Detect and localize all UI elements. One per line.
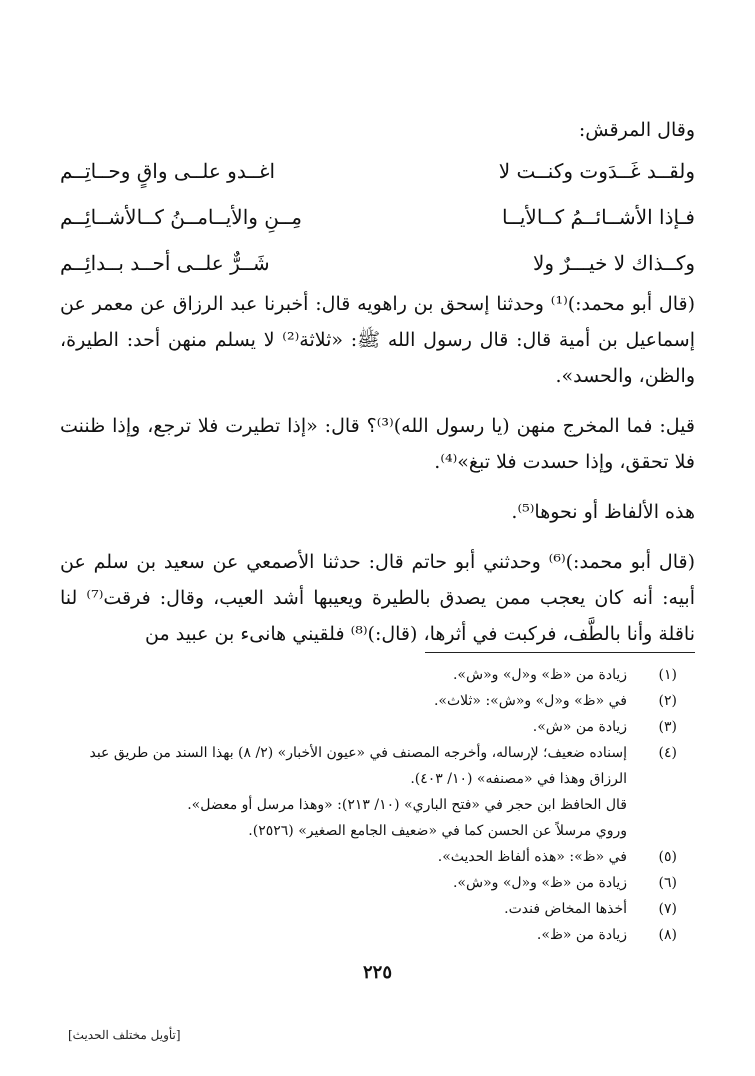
main-text <box>60 112 695 652</box>
footnote-item <box>55 922 677 948</box>
verse-line <box>60 240 695 286</box>
footnote-text: في «ظ» و«ل» و«ش»: «ثلاث». <box>433 693 627 709</box>
verse-first-hemistich: فـإذا الأشــائــمُ كــالأيــا <box>502 205 695 229</box>
footnote-text: في «ظ»: «هذه ألفاظ الحديث». <box>437 849 627 865</box>
footnote-number: (٣) <box>658 719 677 735</box>
paragraph-asmai: (قال أبو محمد:)⁽⁶⁾ وحدثني أبو حاتم قال: حدثنا الأصمعي عن سعيد بن سلم عن أبيه: أنه كان يعجب ممن يصدق بالطيرة ويعيبها أشد العيب، وقال: فرقت⁽⁷⁾ لنا ناقلة وأنا بالطَّف، فركبت في أثرها، (قال:)⁽⁸⁾ فلقيني هانىء بن عبيد من <box>60 551 695 645</box>
footnote-item <box>55 844 677 870</box>
footnote-item <box>55 662 677 688</box>
verse-second-hemistich: مِــنِ والأيــامــنُ كــالأشــائِــم <box>60 205 302 229</box>
running-footer: [تأويل مختلف الحديث] <box>68 1028 181 1042</box>
verse-first-hemistich: وكــذاك لا خيـــرٌ ولا <box>533 251 695 275</box>
footnote-continuation: وروي مرسلاً عن الحسن كما في «ضعيف الجامع الصغير» (٢٥٢٦). <box>248 823 627 839</box>
footnote-number: (٤) <box>658 745 677 761</box>
footnote-text: زيادة من «ظ». <box>536 927 627 943</box>
footnote-continuation: قال الحافظ ابن حجر في «فتح الباري» (١٠/ ٢١٣): «وهذا مرسل أو معضل». <box>187 797 627 813</box>
footnote-item <box>55 870 677 896</box>
footnote-divider <box>425 652 695 653</box>
footnote-number: (١) <box>658 667 677 683</box>
paragraph-note: هذه الألفاظ أو نحوها⁽⁵⁾. <box>511 501 695 523</box>
paragraph-hadith: (قال أبو محمد:)⁽¹⁾ وحدثنا إسحق بن راهويه قال: أخبرنا عبد الرزاق عن معمر عن إسماعيل بن أمية قال: قال رسول الله ﷺ: «ثلاثة⁽²⁾ لا يسلم منهن أحد: الطيرة، والظن، والحسد». <box>60 293 696 387</box>
footnote-number: (٢) <box>658 693 677 709</box>
verse-line <box>60 148 695 194</box>
verse-intro: وقال المرقش: <box>578 119 695 141</box>
footnote-text: زيادة من «ش». <box>532 719 627 735</box>
footnote-number: (٨) <box>658 927 677 943</box>
footnote-text: أخذها المخاض فندت. <box>504 901 627 917</box>
page-number: ٢٢٥ <box>362 962 392 983</box>
footnote-text: إسناده ضعيف؛ لإرساله، وأخرجه المصنف في «عيون الأخبار» (٢/ ٨) بهذا السند من طريق عبد الرزاق وهذا في «مصنفه» (١٠/ ٤٠٣). <box>89 745 627 787</box>
footnote-text: زيادة من «ظ» و«ل» و«ش». <box>452 875 627 891</box>
verse-second-hemistich: اغــدو علــى واقٍ وحــاتِــم <box>60 159 276 183</box>
footnote-number: (٧) <box>658 901 677 917</box>
verse-second-hemistich: شَــرٌّ علــى أحــد بــدائِــم <box>60 251 270 275</box>
footnote-item <box>55 896 677 922</box>
footnote-item <box>55 714 677 740</box>
footnote-number: (٦) <box>658 875 677 891</box>
footnote-number: (٥) <box>658 849 677 865</box>
footnote-text: زيادة من «ظ» و«ل» و«ش». <box>452 667 627 683</box>
verse-line <box>60 194 695 240</box>
footnote-item <box>55 688 677 714</box>
footnote-item <box>55 740 677 792</box>
verse-first-hemistich: ولقــد غَــدَوت وكنــت لا <box>498 159 695 183</box>
paragraph-question: قيل: فما المخرج منهن (يا رسول الله)⁽³⁾؟ قال: «إذا تطيرت فلا ترجع، وإذا ظننت فلا تحقق، وإذا حسدت فلا تبغ»⁽⁴⁾. <box>60 415 695 473</box>
footnotes <box>55 662 677 948</box>
